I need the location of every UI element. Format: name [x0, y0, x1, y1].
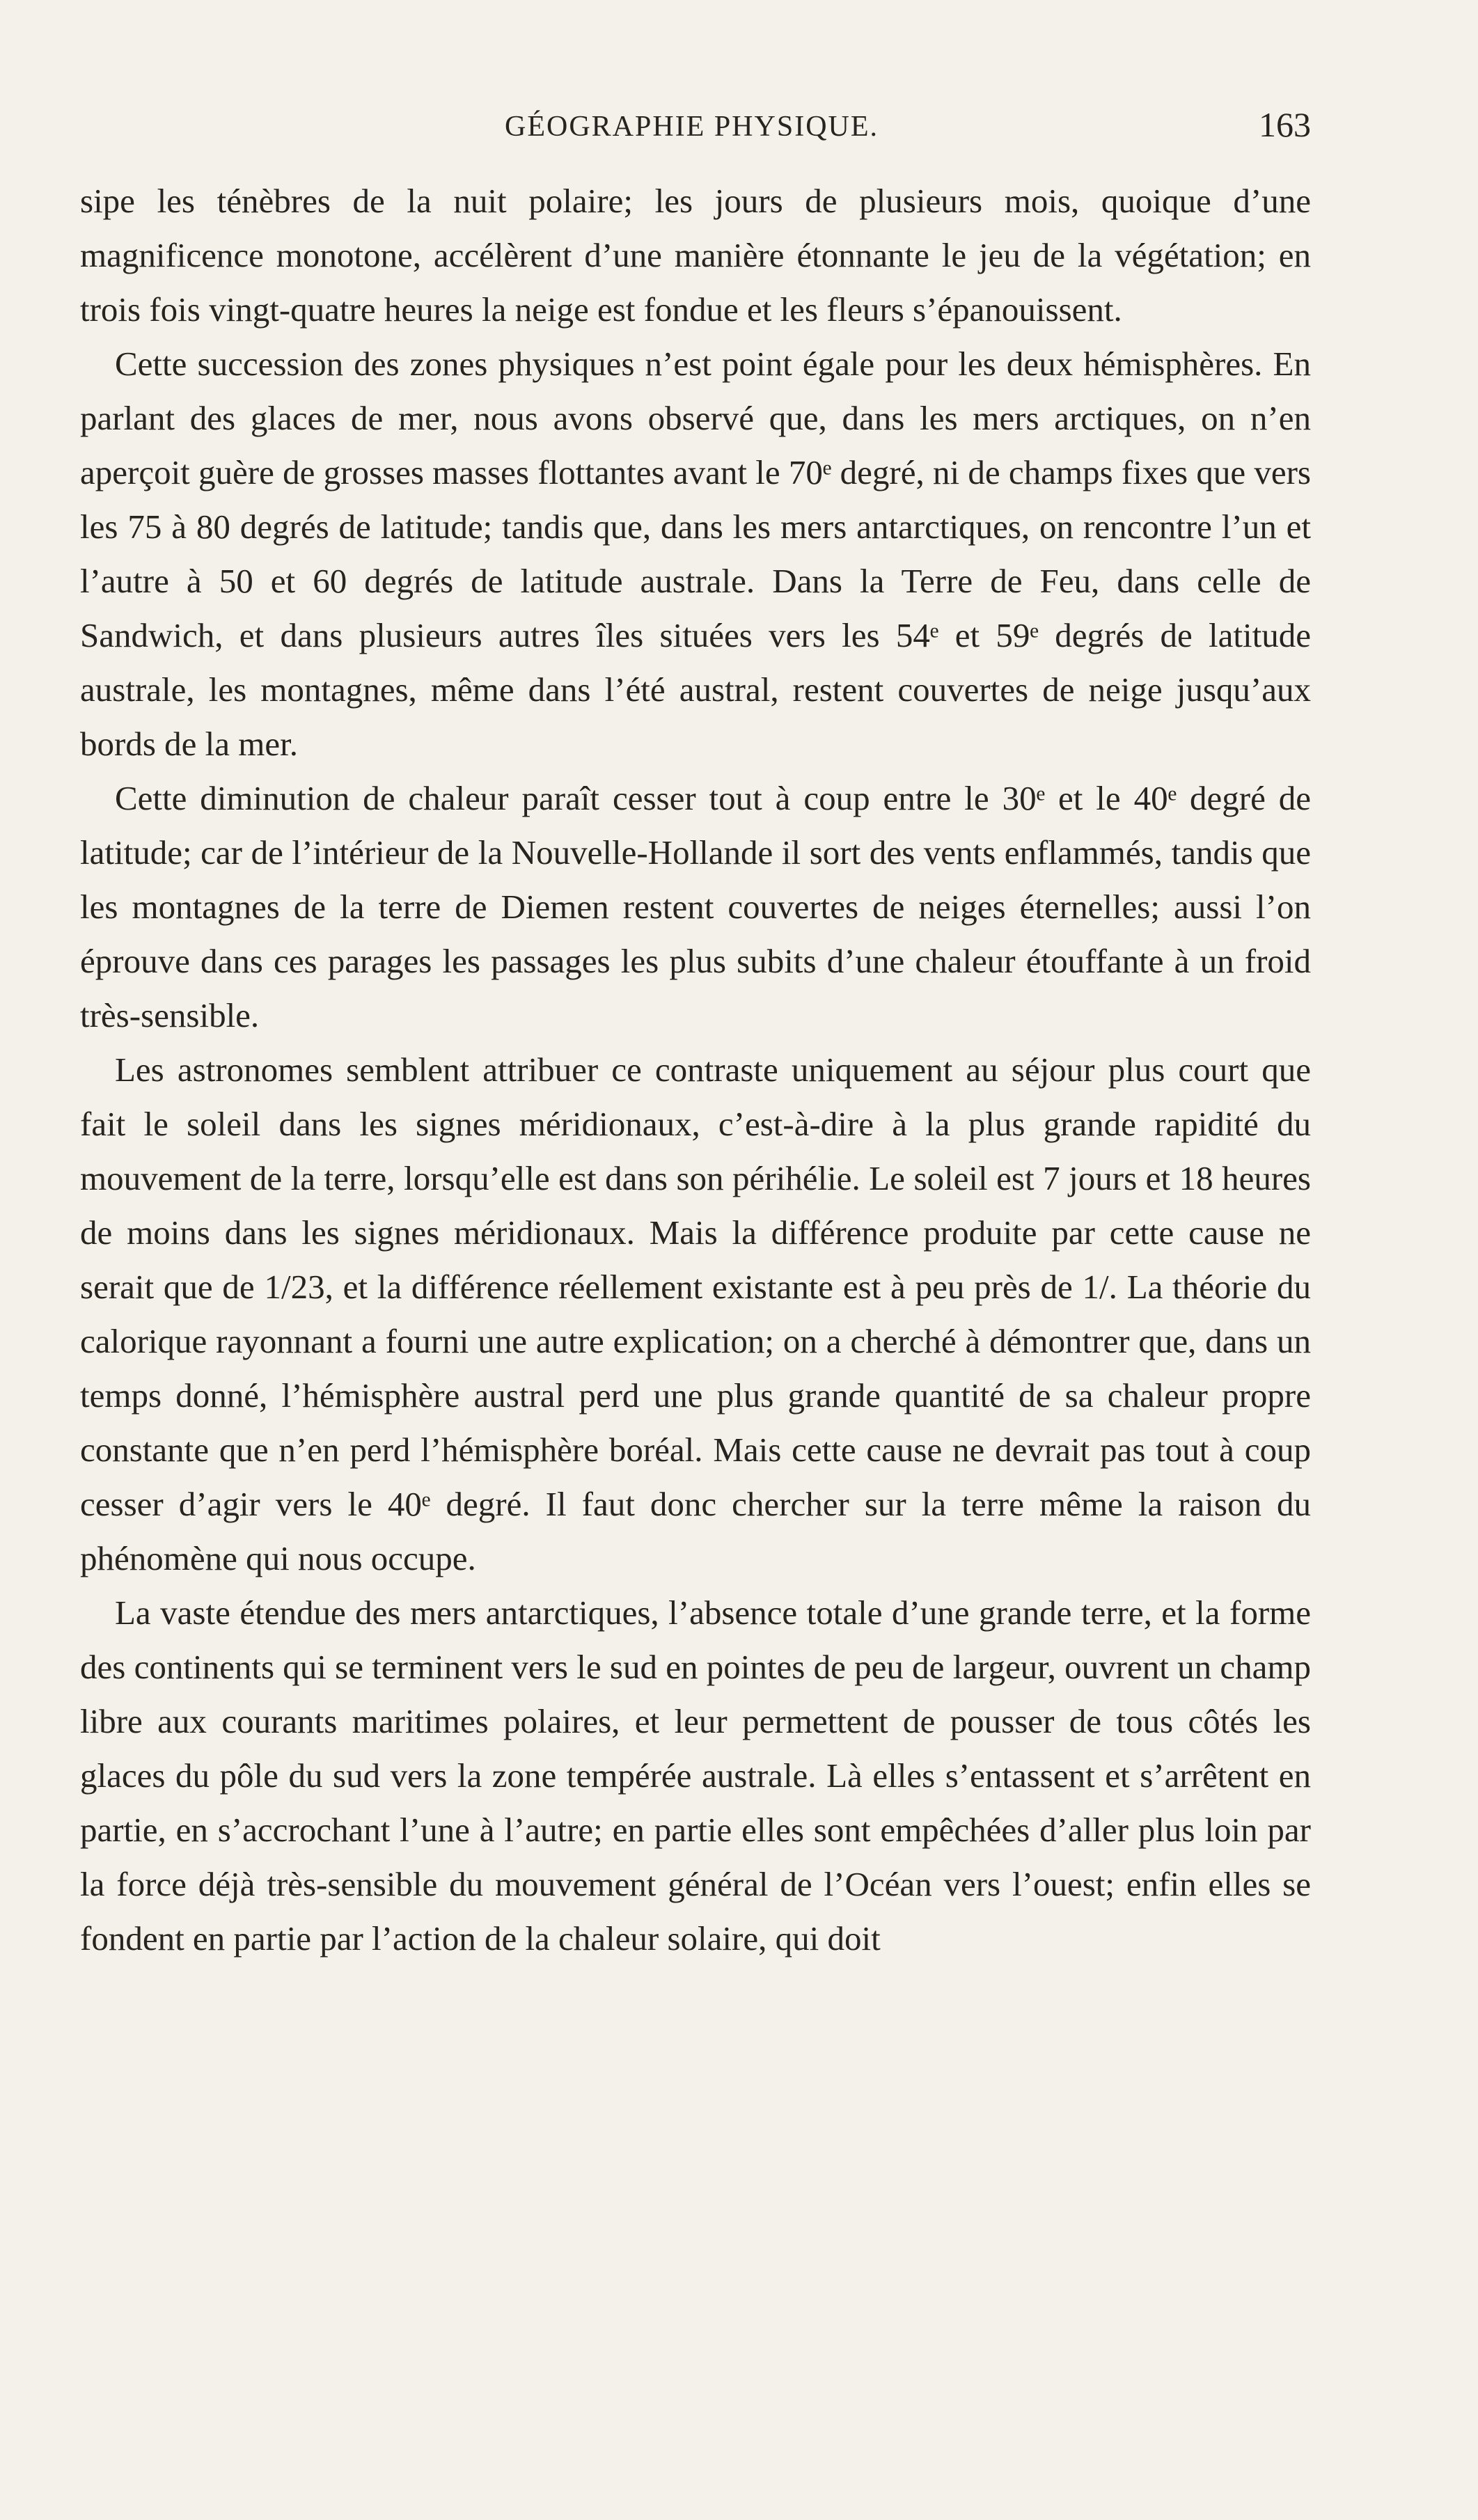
running-head: [80, 104, 1311, 160]
paragraph: sipe les ténèbres de la nuit polaire; les jours de plusieurs mois, quoique d’une magnificence monotone, accélèrent d’une manière étonnante le jeu de la végétation; en trois fois vingt-quatre heures la neige est fondue et les fleurs s’épanouissent.: [80, 182, 1311, 329]
paragraph: La vaste étendue des mers antarctiques, l’absence totale d’une grande terre, et la forme des continents qui se terminent vers le sud en pointes de peu de largeur, ouvrent un champ libre aux courants maritimes polaires, et leur permettent de pousser de tous côtés les glaces du pôle du sud vers la zone tempérée australe. Là elles s’entassent et s’arrêtent en partie, en s’accrochant l’une à l’autre; en partie elles sont empêchées d’aller plus loin par la force déjà très-sensible du mouvement général de l’Océan vers l’ouest; enfin elles se fondent en partie par l’action de la chaleur solaire, qui doit: [80, 1593, 1311, 1958]
running-title: GÉOGRAPHIE PHYSIQUE.: [505, 111, 879, 143]
paragraph: Cette diminution de chaleur paraît cesser tout à coup entre le 30ᵉ et le 40ᵉ degré de latitude; car de l’intérieur de la Nouvelle-Hollande il sort des vents enflammés, tandis que les montagnes de la terre de Diemen restent couvertes de neiges éternelles; aussi l’on éprouve dans ces parages les passages les plus subits d’une chaleur étouffante à un froid très-sensible.: [80, 779, 1311, 1034]
paragraph: Cette succession des zones physiques n’est point égale pour les deux hémisphères. En parlant des glaces de mer, nous avons observé que, dans les mers arctiques, on n’en aperçoit guère de grosses masses flottantes avant le 70ᵉ degré, ni de champs fixes que vers les 75 à 80 degrés de latitude; tandis que, dans les mers antarctiques, on rencontre l’un et l’autre à 50 et 60 degrés de latitude australe. Dans la Terre de Feu, dans celle de Sandwich, et dans plusieurs autres îles situées vers les 54ᵉ et 59ᵉ degrés de latitude australe, les montagnes, même dans l’été austral, restent couvertes de neige jusqu’aux bords de la mer.: [80, 345, 1311, 763]
page-number: 163: [1259, 105, 1311, 144]
paragraph: Les astronomes semblent attribuer ce contraste uniquement au séjour plus court que fait le soleil dans les signes méridionaux, c’est-à-dire à la plus grande rapidité du mouvement de la terre, lorsqu’elle est dans son périhélie. Le soleil est 7 jours et 18 heures de moins dans les signes méridionaux. Mais la différence produite par cette cause ne serait que de 1/23, et la différence réellement existante est à peu près de 1/. La théorie du calorique rayonnant a fourni une autre explication; on a cherché à démontrer que, dans un temps donné, l’hémisphère austral perd une plus grande quantité de sa chaleur propre constante que n’en perd l’hémisphère boréal. Mais cette cause ne devrait pas tout à coup cesser d’agir vers le 40ᵉ degré. Il faut donc chercher sur la terre même la raison du phénomène qui nous occupe.: [80, 1050, 1311, 1577]
body-text: [80, 174, 1311, 1966]
